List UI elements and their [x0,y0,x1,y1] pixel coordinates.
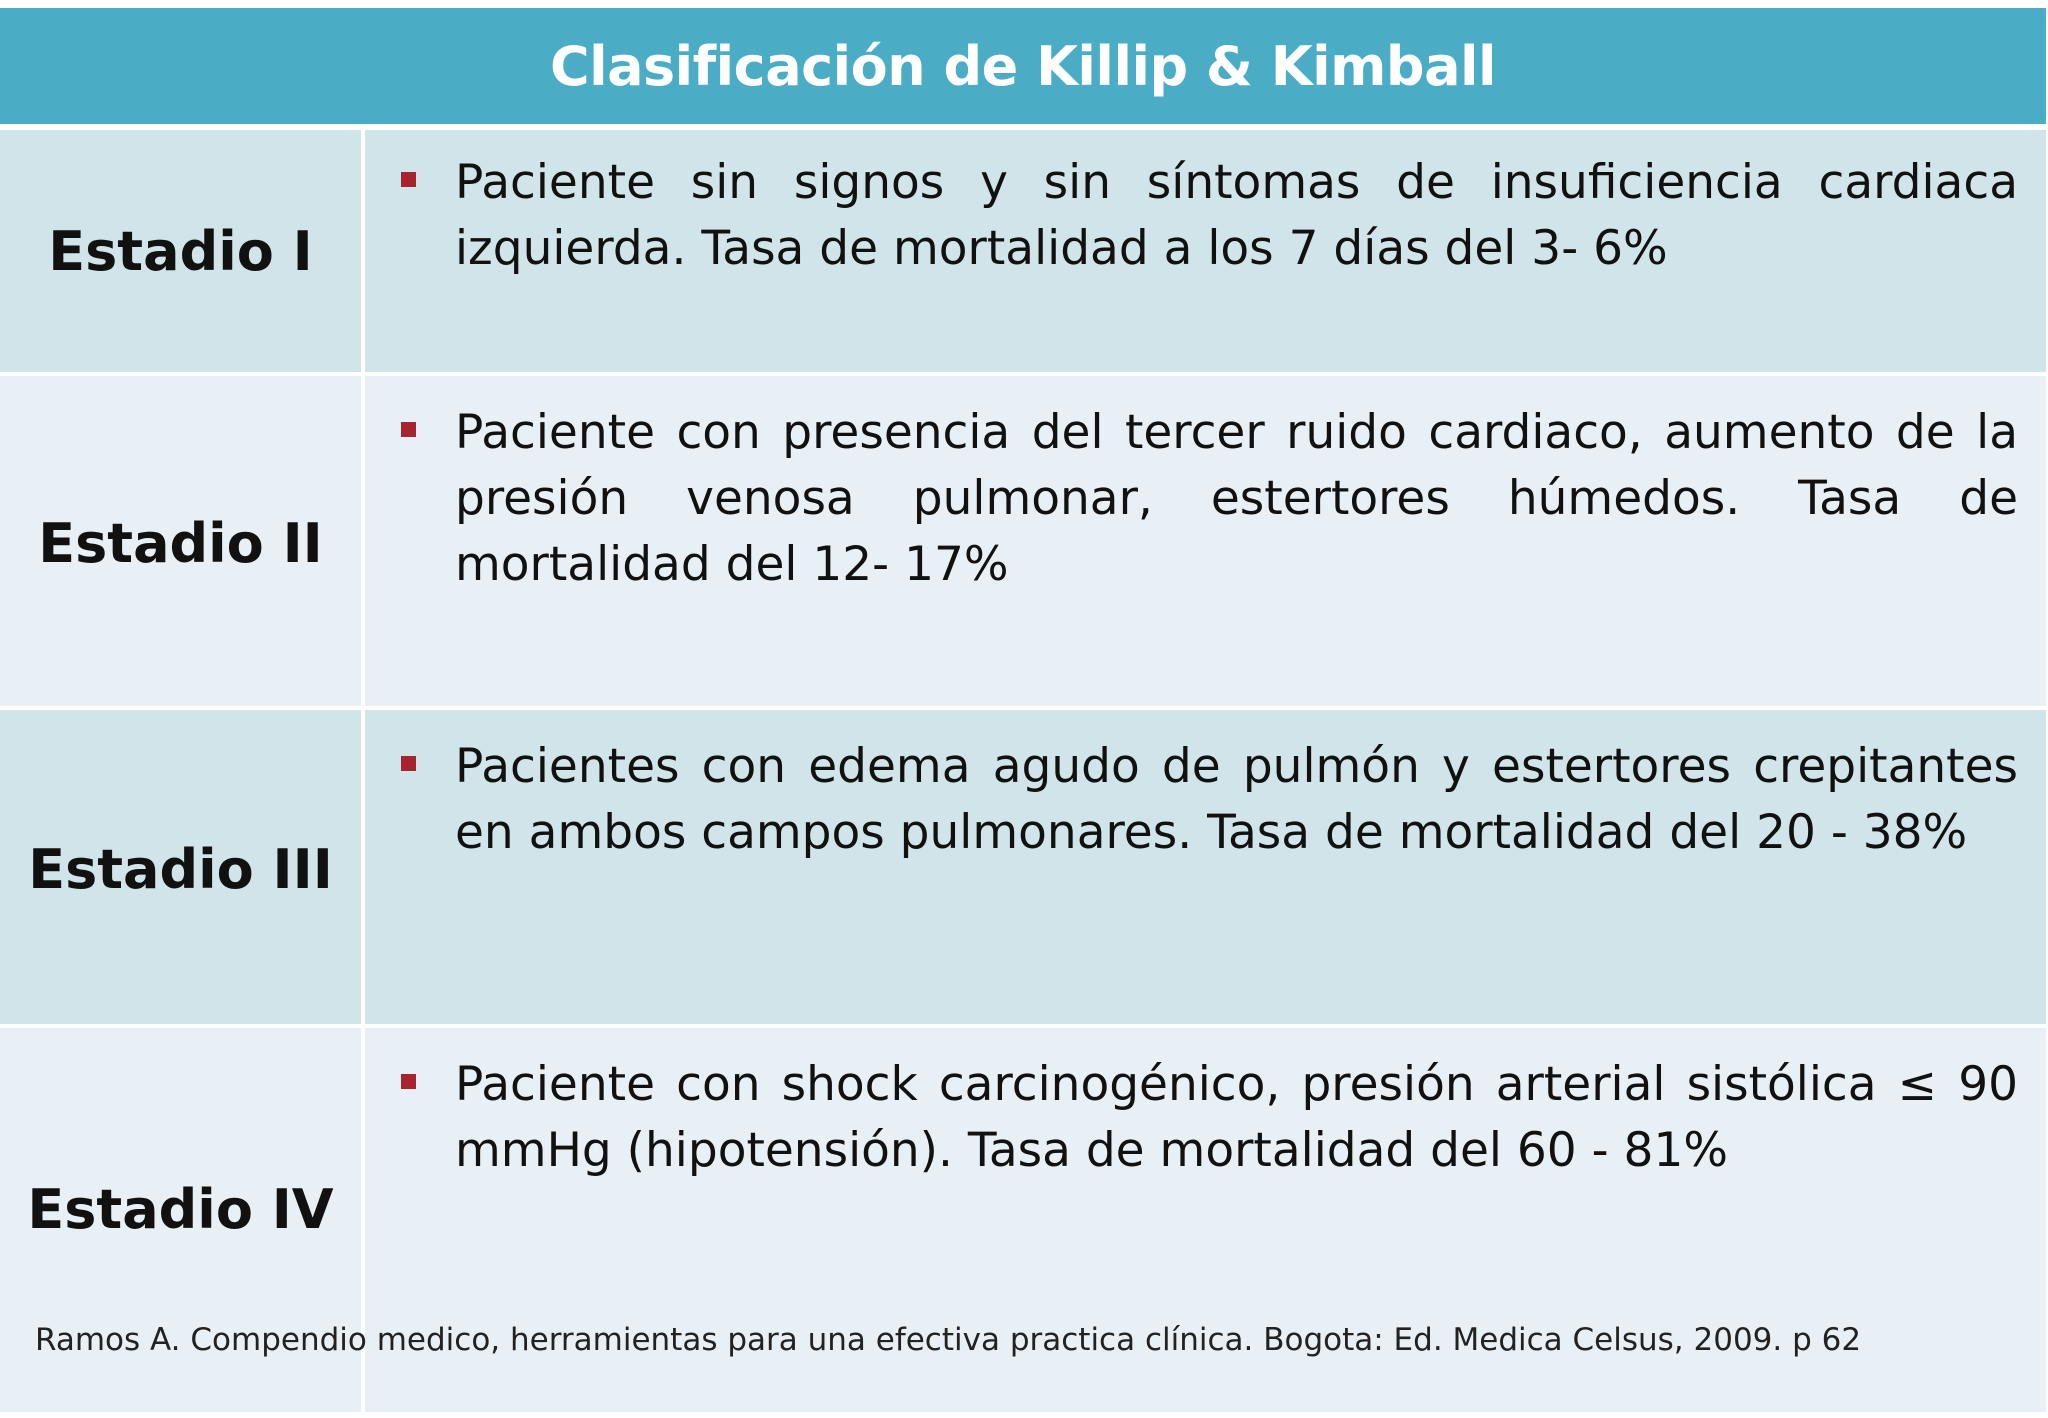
citation: Ramos A. Compendio medico, herramientas para una efectiva practica clínica. Bogota: Ed. Medica Celsus, 2009. p 62 [35,1322,1862,1358]
table-title: Clasificación de Killip & Kimball [549,34,1497,98]
description-text: Paciente con shock carcinogénico, presión arterial sistólica ≤ 90 mmHg (hipotensión). Tasa de mortalidad del 60 - 81% [455,1057,2018,1178]
table-row-estadio-iii [0,706,2046,1028]
description-text: Paciente sin signos y sin síntomas de insuficiencia cardiaca izquierda. Tasa de mortalidad a los 7 días del 3- 6% [455,155,2018,276]
description-cell [365,376,2046,710]
square-bullet-icon [401,172,416,187]
stage-label: Estadio IV [27,1178,334,1241]
stage-label: Estadio II [38,511,323,575]
stage-cell [0,710,365,1028]
square-bullet-icon [401,422,416,437]
square-bullet-icon [401,756,416,771]
table-header [0,8,2046,124]
table-row-estadio-i [0,130,2046,372]
bottom-border [0,1412,2048,1418]
description-cell [365,710,2046,1028]
description-text: Paciente con presencia del tercer ruido cardiaco, aumento de la presión venosa pulmonar, estertores húmedos. Tasa de mortalidad del 12- 17% [455,405,2018,592]
square-bullet-icon [401,1074,416,1089]
stage-cell [0,376,365,710]
description-text: Pacientes con edema agudo de pulmón y estertores crepitantes en ambos campos pulmonares. Tasa de mortalidad del 20 - 38% [455,739,2018,860]
description-cell [365,130,2046,372]
table-row-estadio-ii [0,372,2046,710]
stage-cell [0,130,365,372]
stage-label: Estadio I [48,219,313,283]
stage-label: Estadio III [28,837,333,901]
